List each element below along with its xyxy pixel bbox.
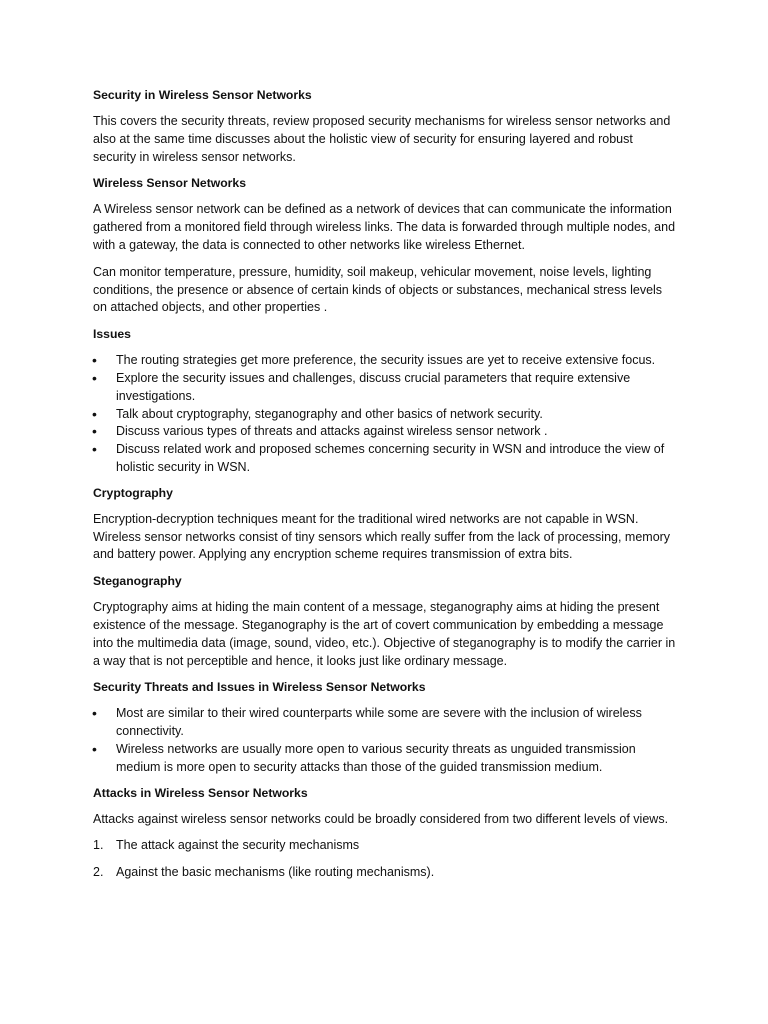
list-item (93, 864, 678, 882)
list-number: 2. (93, 865, 104, 880)
steganography-paragraph: Cryptography aims at hiding the main content of a message, steganography aims at hiding the present existence of the message. Steganography is the art of covert communication by embedding a message into the multimedia data (image, sound, video, etc.). Objective of steganography is to modify the carrier in a way that is not perceptible and hence, it looks just like ordinary message. (93, 600, 676, 668)
attacks-heading: Attacks in Wireless Sensor Networks (93, 785, 308, 800)
list-item-text: Against the basic mechanisms (like routing mechanisms). (116, 865, 435, 880)
document-title: Security in Wireless Sensor Networks (93, 88, 312, 102)
issues-list (93, 352, 678, 477)
attacks-paragraph: Attacks against wireless sensor networks could be broadly considered from two different levels of views. (93, 811, 669, 826)
cryptography-heading: Cryptography (93, 485, 173, 500)
list-item: • Explore the security issues and challenges, discuss crucial parameters that require extensive investigations. (93, 370, 678, 406)
wsn-paragraph-1: A Wireless sensor network can be defined as a network of devices that can communicate the information gathered from a monitored field through wireless links. The data is forwarded through multiple nodes, and with a gateway, the data is connected to other networks like wireless Ethernet. (93, 202, 676, 252)
list-item: • The routing strategies get more preference, the security issues are yet to receive extensive focus. (93, 352, 678, 370)
threats-list (93, 705, 678, 776)
list-item-text: The attack against the security mechanisms (116, 838, 360, 853)
list-item: • Most are similar to their wired counterparts while some are severe with the inclusion of wireless connectivity. (93, 705, 678, 741)
intro-paragraph: This covers the security threats, review proposed security mechanisms for wireless sensor networks and also at the same time discusses about the holistic view of security for ensuring layered and robust security in wireless sensor networks. (93, 114, 671, 164)
steganography-heading: Steganography (93, 574, 182, 589)
list-item: • Wireless networks are usually more open to various security threats as unguided transmission medium is more open to security attacks than those of the guided transmission medium. (93, 741, 678, 777)
list-item: • Discuss various types of threats and attacks against wireless sensor network . (93, 423, 678, 441)
list-item: • Discuss related work and proposed schemes concerning security in WSN and introduce the view of holistic security in WSN. (93, 441, 678, 477)
list-item: • Talk about cryptography, steganography and other basics of network security. (93, 406, 678, 424)
threats-heading: Security Threats and Issues in Wireless Sensor Networks (93, 680, 426, 695)
wsn-heading: Wireless Sensor Networks (93, 176, 246, 191)
issues-heading: Issues (93, 327, 131, 342)
wsn-paragraph-2: Can monitor temperature, pressure, humidity, soil makeup, vehicular movement, noise levels, lighting conditions, the presence or absence of certain kinds of objects or substances, mechanical stress levels on attached objects, and other properties . (93, 264, 663, 315)
attacks-list (93, 837, 678, 882)
list-number: 1. (93, 838, 104, 853)
list-item (93, 837, 678, 855)
cryptography-paragraph: Encryption-decryption techniques meant for the traditional wired networks are not capable in WSN. Wireless sensor networks consist of tiny sensors which really suffer from the lack of processing, memory and battery power. Applying any encryption scheme requires transmission of extra bits. (93, 511, 671, 562)
